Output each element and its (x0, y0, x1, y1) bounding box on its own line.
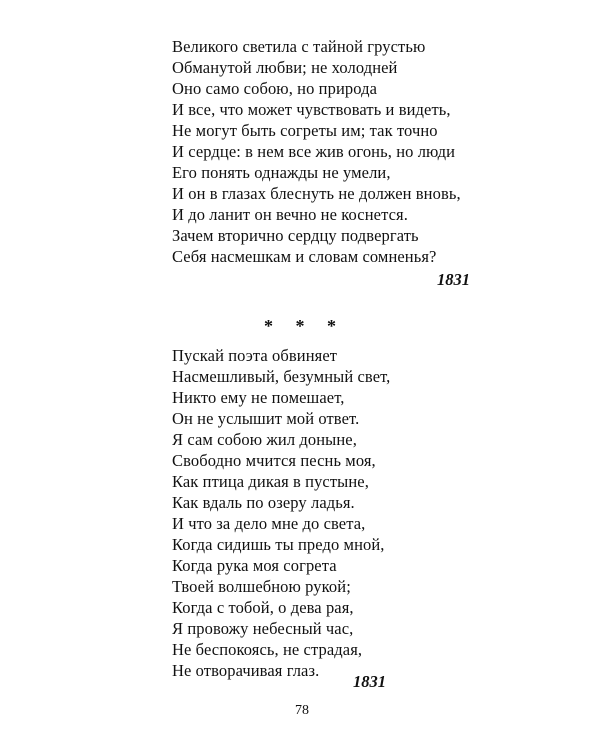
poem-line: Оно само собою, но природа (172, 79, 378, 98)
poem-line: Зачем вторично сердцу подвергать (172, 226, 419, 245)
poem-line: Он не услышит мой ответ. (172, 409, 360, 428)
poem-line: Обманутой любви; не холодней (172, 58, 398, 77)
poem-line: Как птица дикая в пустыне, (172, 472, 369, 491)
poem-line: Когда рука моя согрета (172, 556, 337, 575)
poem-line: Пускай поэта обвиняет (172, 346, 338, 365)
poem-line: Я провожу небесный час, (172, 619, 354, 638)
poem-line: И сердце: в нем все жив огонь, но люди (172, 142, 456, 161)
poem-line: Насмешливый, безумный свет, (172, 367, 391, 386)
poem-line: Себя насмешкам и словам сомненья? (172, 247, 437, 266)
poem-line: Не отворачивая глаз. (172, 661, 320, 680)
poem-line: Не могут быть согреты им; так точно (172, 121, 438, 140)
poem-line: Великого светила с тайной грустью (172, 37, 426, 56)
poem-line: И он в глазах блеснуть не должен вновь, (172, 184, 461, 203)
poem-line: Свободно мчится песнь моя, (172, 451, 376, 470)
poem-line: Никто ему не помешает, (172, 388, 345, 407)
poem-date: 1831 (353, 672, 386, 691)
poem-line: И до ланит он вечно не коснется. (172, 205, 408, 224)
poem-line: Его понять однажды не умели, (172, 163, 391, 182)
poem-line: И что за дело мне до света, (172, 514, 366, 533)
poem-line: Когда с тобой, о дева рая, (172, 598, 354, 617)
poem-line: Не беспокоясь, не страдая, (172, 640, 363, 659)
poem-line: Я сам собою жил доныне, (172, 430, 357, 449)
poem-line: И все, что может чувствовать и видеть, (172, 100, 451, 119)
poem-date: 1831 (437, 270, 470, 289)
poem-line: Твоей волшебною рукой; (172, 577, 351, 596)
poem-line: Когда сидишь ты предо мной, (172, 535, 385, 554)
poem-line: Как вдаль по озеру ладья. (172, 493, 355, 512)
page-number: 78 (295, 703, 309, 718)
section-separator: * * * (264, 316, 345, 336)
